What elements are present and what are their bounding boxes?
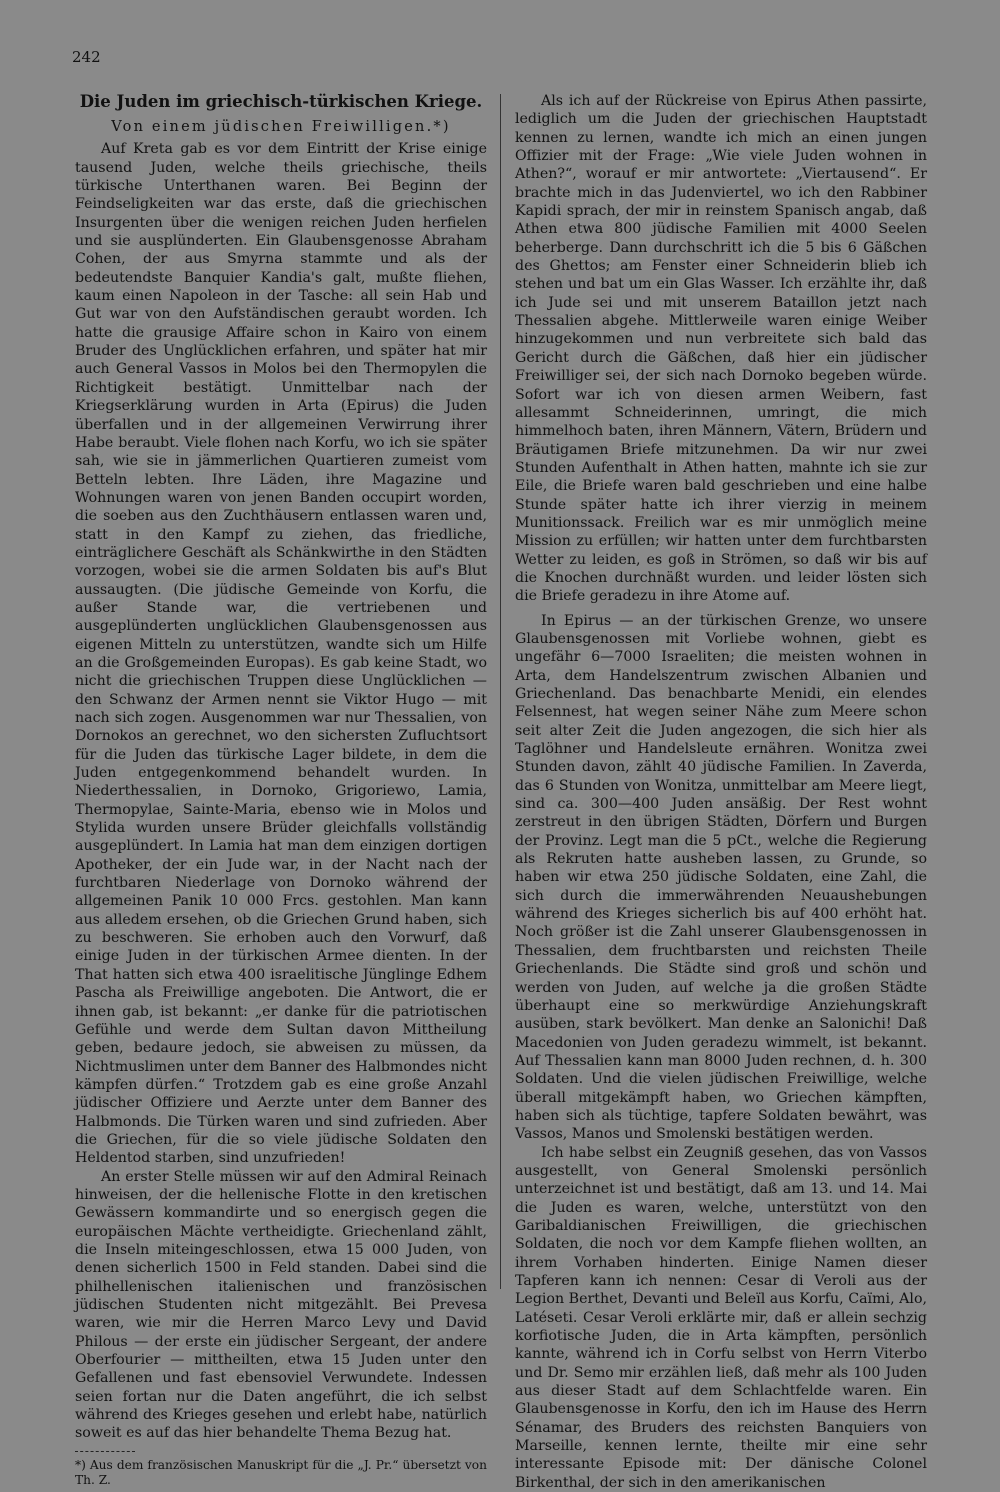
- right-paragraph-3: Ich habe selbst ein Zeugniß gesehen, das von Vassos ausgestellt, von General Smolenski persönlich unterzeichnet ist und bestätigt, daß am 13. und 14. Mai die Juden es waren, welche, unterstützt von den Garibaldianischen Freiwilligen, die griechischen Soldaten, die noch vor dem Kampfe fliehen wollten, an ihrem Vorhaben hinderten. Einige Namen dieser Tapferen kann ich nennen: Cesar di Veroli aus der Legion Berthet, Devanti und Beleïl aus Korfu, Caïmi, Alo, Latéseti. Cesar Veroli erklärte mir, daß er allein sechzig korfiotische Juden, die in Arta kämpften, persönlich kannte, während ich in Corfu selbst von Herrn Viterbo und Dr. Semo mir erzählen ließ, daß mehr als 100 Juden aus dieser Stadt auf dem Schlachtfelde waren. Ein Glaubensgenosse in Korfu, den ich im Hause des Herrn Sénamar, des Bruders des reichsten Banquiers von Marseille, kennen lernte, theilte mir eine sehr interessante Episode mit: Der dänische Colonel Birkenthal, der sich in den amerikanischen: [515, 1144, 927, 1491]
- left-paragraph-2: An erster Stelle müssen wir auf den Admiral Reinach hinweisen, der die hellenische Flotte in den kretischen Gewässern kommandirte und so energisch gegen die europäischen Mächte vertheidigte. Griechenland zählt, die Inseln miteingeschlossen, etwa 15 000 Juden, von denen sicherlich 1500 in Feld standen. Dabei sind die philhellenischen italienischen und französischen jüdischen Studenten nicht mitgezählt. Bei Prevesa waren, wie mir die Herren Marco Levy und David Philous — der erste ein jüdischer Sergeant, der andere Oberfourier — mittheilten, etwa 15 Juden unter den Gefallenen und fast ebensoviel Verwundete. Indessen seien fortan nur die Daten angeführt, die ich selbst während des Krieges gesehen und erlebt habe, natürlich soweit es auf das hier behandelte Thema Bezug hat.: [75, 1168, 487, 1442]
- left-column: [75, 92, 487, 1489]
- article-subtitle: Von einem jüdischen Freiwilligen.*): [111, 119, 451, 135]
- right-paragraph-1: Als ich auf der Rückreise von Epirus Athen passirte, lediglich um die Juden der griechischen Hauptstadt kennen zu lernen, wandte ich mich an einen jungen Offizier mit der Frage: „Wie viele Juden wohnen in Athen?“, worauf er mir antwortete: „Viertausend“. Er brachte mich in das Judenviertel, wo ich den Rabbiner Kapidi sprach, der mir in reinstem Spanisch angab, daß Athen etwa 800 jüdische Familien mit 4000 Seelen beherberge. Dann durchschritt ich die 5 bis 6 Gäßchen des Ghettos; am Fenster einer Schneiderin blieb ich stehen und bat um ein Glas Wasser. Ich erzählte ihr, daß ich Jude sei und mit unserem Bataillon jetzt nach Thessalien abgehe. Mittlerweile waren einige Weiber hinzugekommen und nun verbreitete sich bald das Gericht durch die Gäßchen, daß hier ein jüdischer Freiwilliger sei, der sich nach Dornoko begeben würde. Sofort war ich von diesen armen Weibern, fast allesammt Schneiderinnen, umringt, die mich himmelhoch baten, ihren Männern, Vätern, Brüdern und Bräutigamen Briefe mitzunehmen. Da wir nur zwei Stunden Aufenthalt in Athen hatten, mahnte ich sie zur Eile, die Briefe waren bald geschrieben und eine halbe Stunde später hatte ich ihrer vierzig in meinem Munitionssack. Freilich war es mir unmöglich meine Mission zu erfüllen; wir hatten unter dem furchtbarsten Wetter zu leiden, es goß in Strömen, so daß wir bis auf die Knochen durchnäßt wurden. und leider lösten sich die Briefe geradezu in ihre Atome auf.: [515, 93, 927, 605]
- page-number: 242: [72, 48, 101, 66]
- footnote-rule: [75, 1451, 135, 1452]
- footnote: *) Aus dem französischen Manuskript für die „J. Pr.“ übersetzt von Th. Z.: [75, 1457, 487, 1488]
- right-paragraph-2: In Epirus — an der türkischen Grenze, wo unsere Glaubensgenossen mit Vorliebe wohnen, giebt es ungefähr 6—7000 Israeliten; die meisten wohnen in Arta, dem Handelszentrum zwischen Albanien und Griechenland. Das benachbarte Menidi, ein elendes Felsennest, hat wegen seiner Nähe zum Meere schon seit alter Zeit die Juden angezogen, die sich hier als Taglöhner und Handelsleute ernähren. Wonitza zwei Stunden davon, zählt 40 jüdische Familien. In Zaverda, das 6 Stunden von Wonitza, unmittelbar am Meere liegt, sind ca. 300—400 Juden ansäßig. Der Rest wohnt zerstreut in den übrigen Städten, Dörfern und Burgen der Provinz. Legt man die 5 pCt., welche die Regierung als Rekruten hatte ausheben lassen, zu Grunde, so haben wir etwa 250 jüdische Soldaten, eine Zahl, die sich durch die immerwährenden Neuaushebungen während des Krieges sicherlich bis auf 400 erhöht hat. Noch größer ist die Zahl unserer Glaubensgenossen in Thessalien, dem fruchtbarsten und reichsten Theile Griechenlands. Die Städte sind groß und schön und werden von Juden, auf welche ja die großen Städte überhaupt eine so merkwürdige Anziehungskraft ausüben, stark bevölkert. Man denke an Salonichi! Daß Macedonien von Juden geradezu wimmelt, ist bekannt. Auf Thessalien kann man 8000 Juden rechnen, d. h. 300 Soldaten. Und die vielen jüdischen Freiwillige, welche überall mitgekämpft haben, wo Griechen kämpften, haben sich als tüchtige, tapfere Soldaten bewährt, was Vassos, Manos und Smolenski bestätigen werden.: [515, 612, 927, 1143]
- left-paragraph-1: Auf Kreta gab es vor dem Eintritt der Krise einige tausend Juden, welche theils griechische, theils türkische Unterthanen waren. Bei Beginn der Feindseligkeiten war das erste, daß die griechischen Insurgenten über die wenigen reichen Juden herfielen und sie ausplünderten. Ein Glaubensgenosse Abraham Cohen, der aus Smyrna stammte und als der bedeutendste Banquier Kandia's galt, mußte fliehen, kaum einen Napoleon in der Tasche: all sein Hab und Gut war von den Aufständischen geraubt worden. Ich hatte die grausige Affaire schon in Kairo von einem Bruder des Unglücklichen erfahren, und später hat mir auch General Vassos in Molos bei den Thermopylen die Richtigkeit bestätigt. Unmittelbar nach der Kriegserklärung wurden in Arta (Epirus) die Juden überfallen und in der allgemeinen Verwirrung ihrer Habe beraubt. Viele flohen nach Korfu, wo ich sie später sah, wie sie in jämmerlichen Quartieren zumeist vom Betteln lebten. Ihre Läden, ihre Magazine und Wohnungen waren von jenen Banden occupirt worden, die soeben aus den Zuchthäusern entlassen waren und, statt in den Kampf zu ziehen, das friedliche, einträglichere Geschäft als Schänkwirthe in den Städten vorzogen, wobei sie die armen Soldaten bis auf's Blut aussaugten. (Die jüdische Gemeinde von Korfu, die außer Stande war, die vertriebenen und ausgeplünderten unglücklichen Glaubensgenossen aus eigenen Mitteln zu unterstützen, wandte sich um Hilfe an die Großgemeinden Europas). Es gab keine Stadt, wo nicht die griechischen Truppen diese Unglücklichen — den Schwanz der Armen nennt sie Viktor Hugo — mit nach sich zogen. Ausgenommen war nur Thessalien, von Dornokos an gerechnet, wo den sichersten Zufluchtsort für die Juden das türkische Lager bildete, in dem die Juden entgegenkommend behandelt wurden. In Niederthessalien, in Dornoko, Grigoriewo, Lamia, Thermopylae, Sainte-Maria, ebenso wie in Molos und Stylida wurden unsere Brüder gleichfalls vollständig ausgeplündert. In Lamia hat man dem einzigen dortigen Apotheker, der ein Jude war, in der Nacht nach der furchtbaren Niederlage von Dornoko während der allgemeinen Panik 10 000 Frcs. gestohlen. Man kann aus alledem ersehen, ob die Griechen Grund haben, sich zu beschweren. Sie erhoben auch den Vorwurf, daß einige Juden in der türkischen Armee dienten. In der That hatten sich etwa 400 israelitische Jünglinge Edhem Pascha als Freiwillige angeboten. Die Antwort, die er ihnen gab, ist bekannt: „er danke für die patriotischen Gefühle und werde dem Sultan davon Mittheilung geben, bedaure jedoch, sie abweisen zu müssen, da Nichtmuslimen unter dem Banner des Halbmondes nicht kämpfen dürfen.“ Trotzdem gab es eine große Anzahl jüdischer Offiziere und Aerzte unter dem Banner des Halbmonds. Die Türken waren und sind zufrieden. Aber die Griechen, für die so viele jüdische Soldaten den Heldentod starben, sind unzufrieden!: [75, 141, 487, 1167]
- article-title: Die Juden im griechisch-türkischen Kriege.: [79, 92, 483, 111]
- column-divider: [500, 94, 501, 1289]
- right-column: [515, 92, 927, 1492]
